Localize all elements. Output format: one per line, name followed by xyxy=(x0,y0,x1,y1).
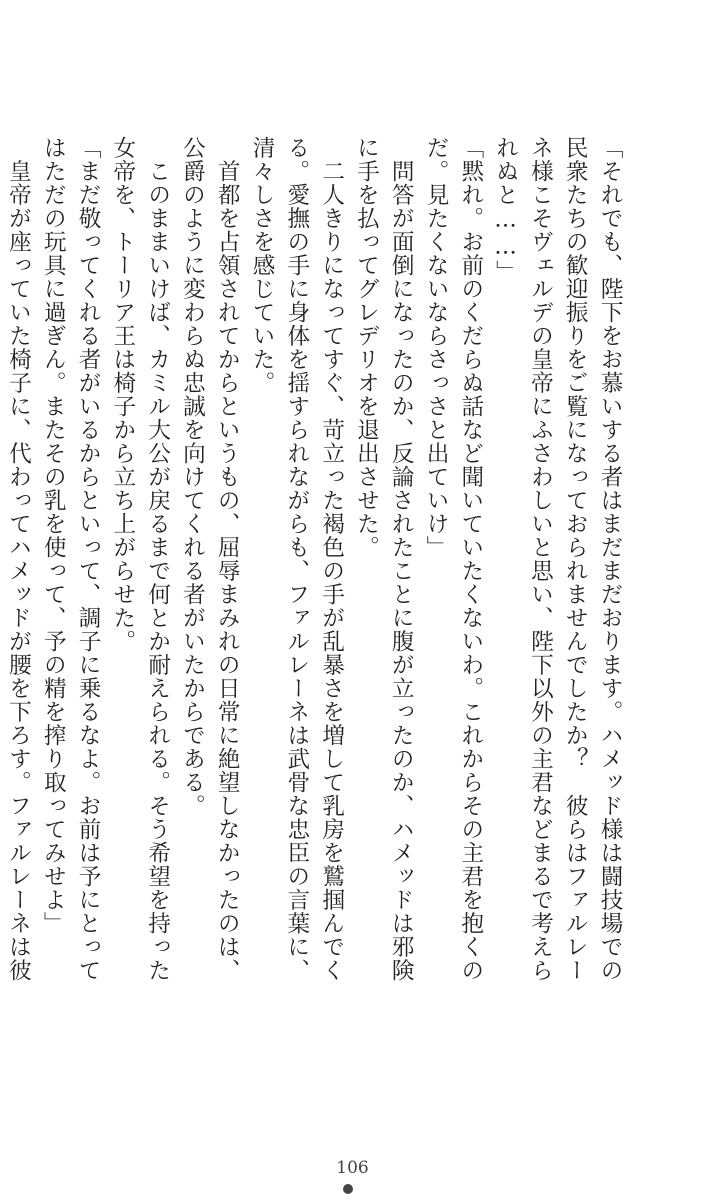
paragraph: 二人きりになってすぐ、苛立った褐色の手が乱暴さを増して乳房を鷲掴んでくる。愛撫の手に身体を揺すられながらも、ファルレーネは武骨な忠臣の言葉に、清々しさを感じていた。 xyxy=(249,136,345,982)
paragraph: 皇帝が座っていた椅子に、代わってハメッドが腰を下ろす。ファルレーネは彼 xyxy=(5,159,32,982)
paragraph: 「それでも、陛下をお慕いする者はまだまだおります。ハメッド様は闘技場での民衆たちの歓迎振りをご覧になっておられませんでしたか？ 彼らはファルレーネ様こそヴェルデの皇帝にふさわしいと思い、陛下以外の主君などまるで考えられぬと……」 xyxy=(492,136,623,982)
paragraph: 首都を占領されてからというもの、屈辱まみれの日常に絶望しなかったのは、公爵のように変わらぬ忠誠を向けてくれる者がいたからである。 xyxy=(179,136,241,982)
paragraph: 「黙れ。お前のくだらぬ話など聞いていたくないわ。これからその主君を抱くのだ。見たくないならさっさと出ていけ」 xyxy=(423,136,484,982)
page-dot-ornament xyxy=(343,1184,353,1194)
vertical-text-body xyxy=(5,136,627,996)
paragraph: 「まだ敬ってくれる者がいるからといって、調子に乗るなよ。お前は予にとってはただの玩具に過ぎん。またその乳を使って、予の精を搾り取ってみせよ」 xyxy=(40,136,102,982)
paragraph: このままいけば、カミル大公が戻るまで何とか耐えられる。そう希望を持った女帝を、トーリア王は椅子から立ち上がらせた。 xyxy=(109,136,171,982)
paragraph: 問答が面倒になったのか、反論されたことに腹が立ったのか、ハメッドは邪険に手を払ってグレデリオを退出させた。 xyxy=(353,136,415,982)
page-number: 106 xyxy=(336,1158,369,1178)
